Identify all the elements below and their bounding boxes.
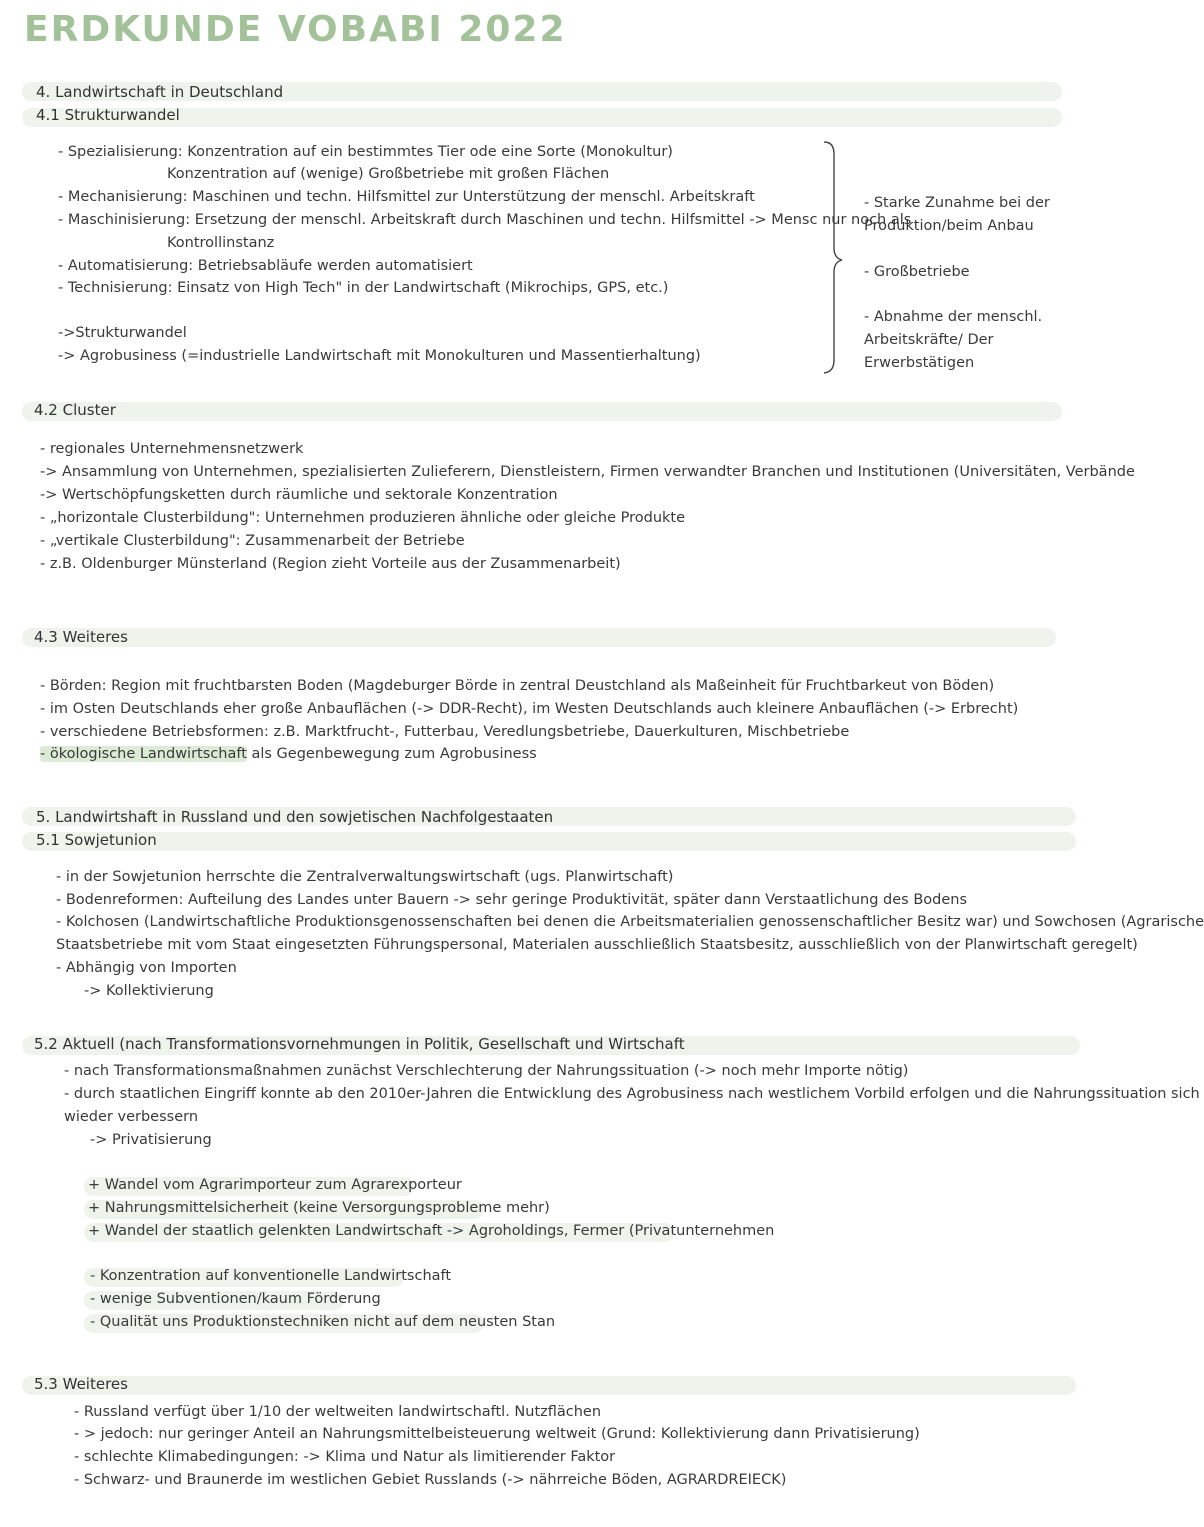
- current-line: - nach Transformationsmaßnahmen zunächst Verschlechterung der Nahrungssituation (-> noch mehr Importe nötig): [64, 1063, 909, 1079]
- current-line: wieder verbessern: [64, 1109, 199, 1125]
- structure-line: - Spezialisierung: Konzentration auf ein bestimmtes Tier ode eine Sorte (Monokultur): [58, 144, 673, 160]
- heading-highlight-bar: [22, 1376, 1076, 1395]
- side-note-line: Arbeitskräfte/ Der: [864, 332, 994, 348]
- russia-line: - Russland verfügt über 1/10 der weltweiten landwirtschaftl. Nutzflächen: [74, 1404, 602, 1420]
- advantage-line: + Wandel der staatlich gelenkten Landwirtschaft -> Agroholdings, Fermer (Privatunternehmen: [88, 1223, 775, 1239]
- further-line: - Börden: Region mit fruchtbarsten Boden (Magdeburger Börde in zentral Deustchland als Maßeinheit für Fruchtbarkeut von Böden): [40, 678, 995, 694]
- cluster-line: - regionales Unternehmensnetzwerk: [40, 441, 304, 457]
- structure-line: - Automatisierung: Betriebsabläufe werden automatisiert: [58, 258, 473, 274]
- structure-line: - Technisierung: Einsatz von High Tech" in der Landwirtschaft (Mikrochips, GPS, etc.): [58, 280, 669, 296]
- advantage-line: + Wandel vom Agrarimporteur zum Agrarexporteur: [88, 1177, 462, 1193]
- disadvantage-line: - Konzentration auf konventionelle Landwirtschaft: [90, 1268, 452, 1284]
- disadvantage-line: - wenige Subventionen/kaum Förderung: [90, 1291, 381, 1307]
- section-4-heading: 4. Landwirtschaft in Deutschland: [36, 83, 284, 101]
- structure-line: - Maschinisierung: Ersetzung der menschl. Arbeitskraft durch Maschinen und techn. Hilfsmittel -> Mensc nur noch als: [58, 212, 912, 228]
- side-note-line: - Abnahme der menschl.: [864, 309, 1043, 325]
- structure-line: -> Agrobusiness (=industrielle Landwirtschaft mit Monokulturen und Massentierhaltung): [58, 348, 701, 364]
- section-5-1-heading: 5.1 Sowjetunion: [36, 831, 157, 849]
- cluster-line: - z.B. Oldenburger Münsterland (Region zieht Vorteile aus der Zusammenarbeit): [40, 556, 621, 572]
- section-5-3-heading: 5.3 Weiteres: [34, 1375, 128, 1393]
- cluster-line: - „vertikale Clusterbildung": Zusammenarbeit der Betriebe: [40, 533, 465, 549]
- side-note-line: - Großbetriebe: [864, 264, 970, 280]
- section-4-2-heading: 4.2 Cluster: [34, 401, 116, 419]
- section-4-3-heading: 4.3 Weiteres: [34, 628, 128, 646]
- cluster-line: - „horizontale Clusterbildung": Unternehmen produzieren ähnliche oder gleiche Produkte: [40, 510, 686, 526]
- further-line: [40, 746, 537, 762]
- page-title: ERDKUNDE VOBABI 2022: [24, 9, 567, 50]
- side-note: [864, 306, 1042, 375]
- further-line-rest: als Gegenbewegung zum Agrobusiness: [246, 746, 537, 762]
- heading-highlight-bar: [22, 628, 1056, 647]
- current-line: -> Privatisierung: [90, 1132, 212, 1148]
- structure-line: ->Strukturwandel: [58, 325, 187, 341]
- section-4-1-heading: 4.1 Strukturwandel: [36, 106, 180, 124]
- side-note: [864, 192, 1050, 238]
- side-note-line: Erwerbstätigen: [864, 355, 975, 371]
- side-note-line: - Starke Zunahme bei der: [864, 195, 1050, 211]
- russia-line: - Schwarz- und Braunerde im westlichen Gebiet Russlands (-> nährreiche Böden, AGRARDREIECK): [74, 1472, 787, 1488]
- section-5-2-heading: 5.2 Aktuell (nach Transformationsvornehmungen in Politik, Gesellschaft und Wirtschaft: [34, 1035, 685, 1053]
- disadvantage-line: - Qualität uns Produktionstechniken nicht auf dem neusten Stan: [90, 1314, 556, 1330]
- further-line: - verschiedene Betriebsformen: z.B. Marktfrucht-, Futterbau, Veredlungsbetriebe, Dauerkulturen, Mischbetriebe: [40, 724, 850, 740]
- soviet-line: Staatsbetriebe mit vom Staat eingesetzten Führungspersonal, Materialen ausschließlich Staatsbesitz, ausschließlich von der Planwirtschaft geregelt): [56, 937, 1138, 953]
- soviet-line: - in der Sowjetunion herrschte die Zentralverwaltungswirtschaft (ugs. Planwirtschaft): [56, 869, 674, 885]
- soviet-line: -> Kollektivierung: [84, 983, 214, 999]
- highlighted-term: - ökologische Landwirtschaft: [40, 746, 247, 762]
- structure-line: Konzentration auf (wenige) Großbetriebe mit großen Flächen: [167, 166, 610, 182]
- structure-line: - Mechanisierung: Maschinen und techn. Hilfsmittel zur Unterstützung der menschl. Arbeitskraft: [58, 189, 755, 205]
- russia-line: - > jedoch: nur geringer Anteil an Nahrungsmittelbeisteuerung weltweit (Grund: Kollektivierung dann Privatisierung): [74, 1426, 920, 1442]
- curly-brace-icon: [818, 140, 858, 375]
- heading-highlight-bar: [22, 832, 1076, 851]
- advantage-line: + Nahrungsmittelsicherheit (keine Versorgungsprobleme mehr): [88, 1200, 550, 1216]
- structure-line: Kontrollinstanz: [167, 235, 275, 251]
- heading-highlight-bar: [22, 402, 1062, 421]
- russia-line: - schlechte Klimabedingungen: -> Klima und Natur als limitierender Faktor: [74, 1449, 616, 1465]
- current-line: - durch staatlichen Eingriff konnte ab den 2010er-Jahren die Entwicklung des Agrobusiness nach westlichem Vorbild erfolgen und die Nahrungssituation sich: [64, 1086, 1200, 1102]
- soviet-line: - Abhängig von Importen: [56, 960, 237, 976]
- soviet-line: - Kolchosen (Landwirtschaftliche Produktionsgenossenschaften bei denen die Arbeitsmaterialien genossenschaftlicher Besitz war) und Sowchosen (Agrarische: [56, 914, 1204, 930]
- section-5-heading: 5. Landwirtshaft in Russland und den sowjetischen Nachfolgestaaten: [36, 808, 554, 826]
- cluster-line: -> Wertschöpfungsketten durch räumliche und sektorale Konzentration: [40, 487, 558, 503]
- further-line: - im Osten Deutschlands eher große Anbauflächen (-> DDR-Recht), im Westen Deutschlands auch kleinere Anbauflächen (-> Erbrecht): [40, 701, 1019, 717]
- side-note-line: Produktion/beim Anbau: [864, 218, 1034, 234]
- cluster-line: -> Ansammlung von Unternehmen, spezialisierten Zulieferern, Dienstleistern, Firmen verwandter Branchen und Institutionen (Universitäten, Verbände: [40, 464, 1135, 480]
- soviet-line: - Bodenreformen: Aufteilung des Landes unter Bauern -> sehr geringe Produktivität, später dann Verstaatlichung des Bodens: [56, 892, 968, 908]
